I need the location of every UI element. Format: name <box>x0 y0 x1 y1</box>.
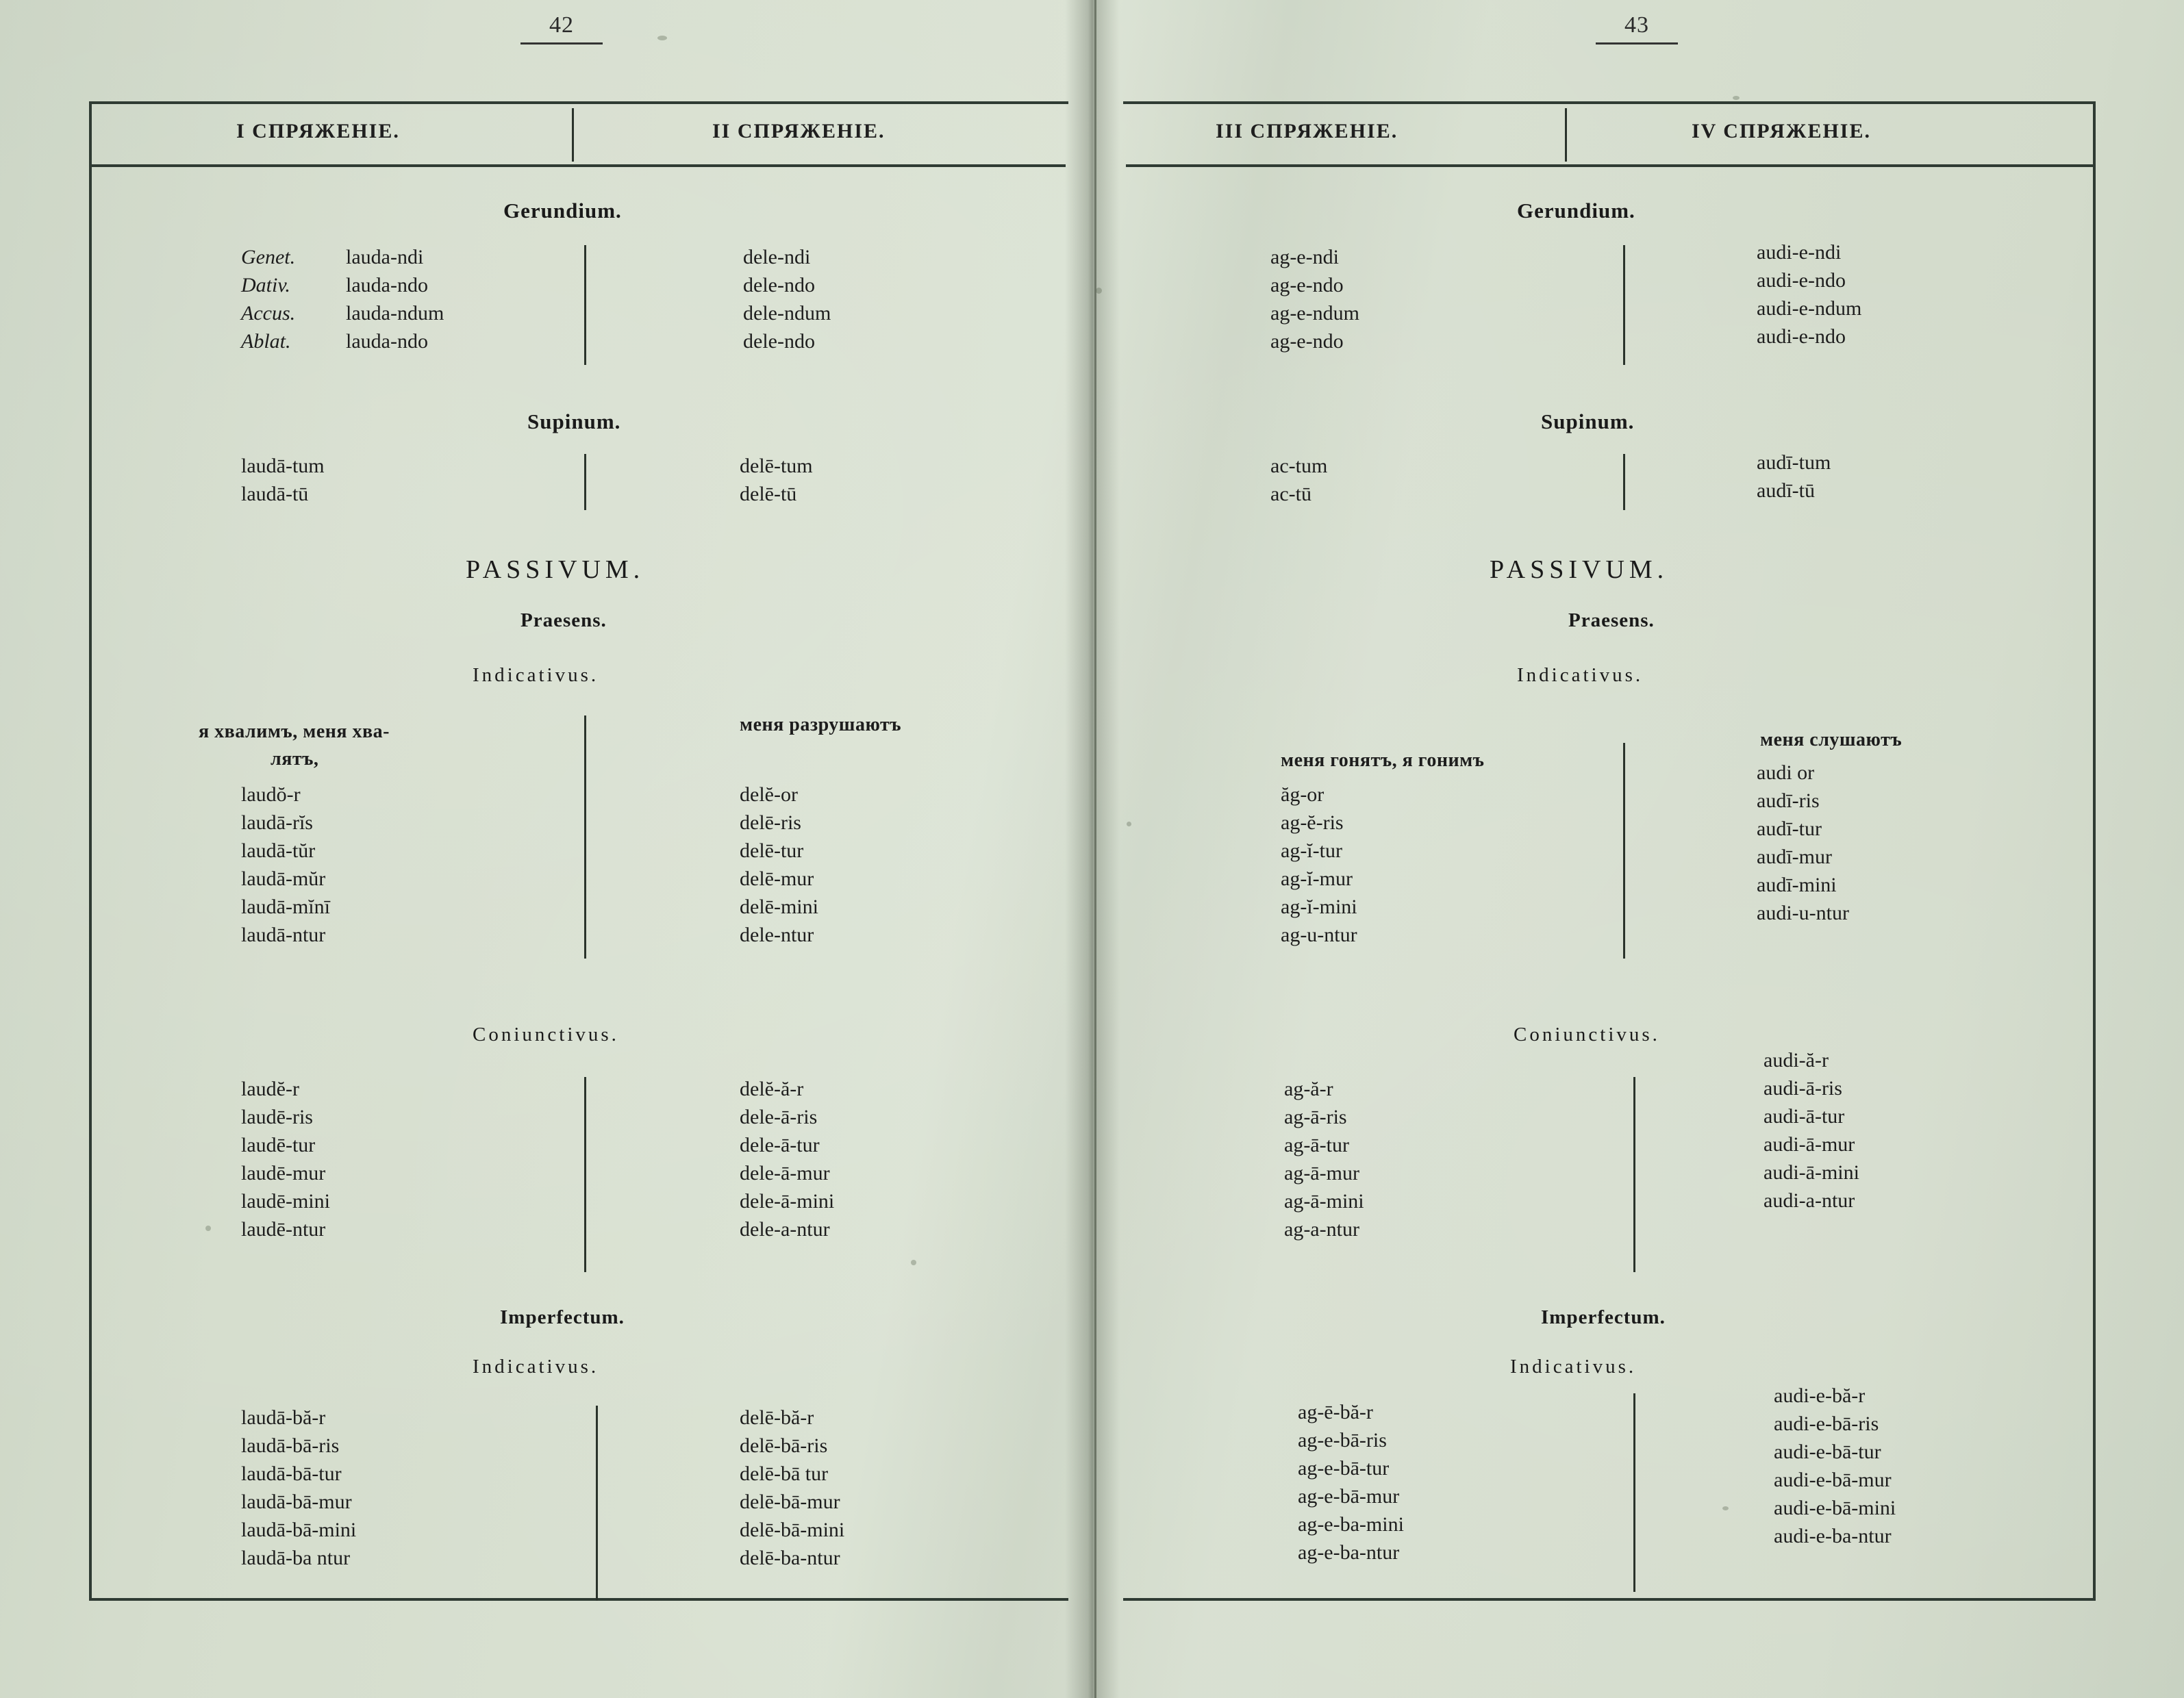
verb-form: delē-bă-r <box>740 1406 814 1429</box>
verb-form: delē-bā-mini <box>740 1519 845 1541</box>
verb-form: laudē-mur <box>241 1162 326 1184</box>
verb-form: delē-bā-ris <box>740 1434 828 1457</box>
verb-form: lauda-ndo <box>346 330 428 353</box>
praesens-coniunctivus-col2 <box>740 1075 834 1243</box>
title-indicativus-right-2: Indicativus. <box>1510 1356 1637 1378</box>
verb-form: laudā-ntur <box>241 924 326 946</box>
title-indicativus-right: Indicativus. <box>1517 664 1644 686</box>
paper-speck <box>1127 822 1131 826</box>
verb-form: ag-e-ba-ntur <box>1298 1541 1400 1564</box>
verb-form: audi-e-ndi <box>1757 241 1842 264</box>
verb-form: delĕ-or <box>740 783 798 806</box>
verb-form: ag-u-ntur <box>1281 924 1357 946</box>
title-imperfectum-right: Imperfectum. <box>1541 1306 1666 1328</box>
book-gutter-shadow <box>1065 0 1120 1698</box>
folio-right-number: 43 <box>1624 12 1649 38</box>
gloss-col1-cont: лятъ, <box>271 748 319 770</box>
verb-form: laudē-ntur <box>241 1218 326 1241</box>
verb-form: laudā-mĭnī <box>241 896 330 918</box>
verb-form: ag-ā-mur <box>1284 1162 1359 1184</box>
paper-speck <box>657 36 667 40</box>
title-supinum-right: Supinum. <box>1541 409 1635 433</box>
praesens-indicativus-col4 <box>1757 759 1849 927</box>
verb-form: laudā-bā-ris <box>241 1434 340 1457</box>
gerundium-forms-col3 <box>1270 243 1359 355</box>
verb-form: audī-mur <box>1757 846 1832 868</box>
verb-form: ag-ĕ-ris <box>1281 811 1344 834</box>
column-divider-supinum-left <box>584 454 586 510</box>
title-passivum-left: PASSIVUM. <box>466 555 645 584</box>
verb-form: dele-ā-mur <box>740 1162 830 1184</box>
verb-form: dele-ndi <box>743 246 811 268</box>
verb-form: laudŏ-r <box>241 783 301 806</box>
title-gerundium-left: Gerundium. <box>503 199 622 223</box>
column-divider-imperfectum-left <box>596 1406 598 1601</box>
verb-form: audi-ā-mini <box>1763 1161 1859 1184</box>
verb-form: ag-e-bā-mur <box>1298 1485 1400 1508</box>
verb-form: ag-ĭ-mini <box>1281 896 1357 918</box>
gloss-col4: меня слушаютъ <box>1760 729 1903 750</box>
title-praesens-right: Praesens. <box>1568 609 1655 631</box>
verb-form: delē-tur <box>740 839 804 862</box>
imperfectum-indicativus-col1 <box>241 1404 356 1572</box>
column-divider-coniunctivus-right <box>1633 1077 1635 1272</box>
verb-form: ac-tū <box>1270 483 1311 505</box>
supinum-forms-col1 <box>241 452 325 508</box>
gerundium-forms-col4 <box>1757 238 1861 351</box>
verb-form: ag-ē-bă-r <box>1298 1401 1373 1423</box>
verb-form: audi-e-bă-r <box>1774 1384 1866 1407</box>
verb-form: laudā-tū <box>241 483 309 505</box>
verb-form: audi-ā-mur <box>1763 1133 1855 1156</box>
verb-form: dele-ā-ris <box>740 1106 818 1128</box>
verb-form: audi-e-bā-tur <box>1774 1441 1881 1463</box>
column-header-conjugation-2: II СПРЯЖЕНІЕ. <box>712 120 886 142</box>
verb-form: laudā-ba ntur <box>241 1547 351 1569</box>
supinum-forms-col2 <box>740 452 813 508</box>
verb-form: ag-ĭ-mur <box>1281 867 1353 890</box>
praesens-indicativus-col2 <box>740 781 818 949</box>
header-divider-left <box>572 108 574 162</box>
title-coniunctivus-left: Coniunctivus. <box>473 1024 619 1046</box>
header-rule-right <box>1126 164 2093 167</box>
verb-form: ag-a-ntur <box>1284 1218 1359 1241</box>
verb-form: laudā-tŭr <box>241 839 316 862</box>
verb-form: dele-ndo <box>743 330 815 353</box>
folio-right-rule <box>1596 42 1678 45</box>
verb-form: audi-ā-tur <box>1763 1105 1845 1128</box>
verb-form: ag-ā-mini <box>1284 1190 1364 1213</box>
verb-form: audi-e-ba-ntur <box>1774 1525 1892 1547</box>
verb-form: audī-tū <box>1757 479 1815 502</box>
folio-left-number: 42 <box>549 12 574 38</box>
column-divider-gerundium-left <box>584 245 586 365</box>
gerundium-forms-col1 <box>346 243 444 355</box>
verb-form: dele-ntur <box>740 924 814 946</box>
column-header-conjugation-1: I СПРЯЖЕНІЕ. <box>236 120 400 142</box>
praesens-coniunctivus-col1 <box>241 1075 330 1243</box>
verb-form: laudā-tum <box>241 455 325 477</box>
verb-form: dele-a-ntur <box>740 1218 830 1241</box>
verb-form: laudā-bā-mini <box>241 1519 357 1541</box>
column-divider-praesens-ind-left <box>584 715 586 959</box>
gerundium-forms-col2 <box>743 243 831 355</box>
imperfectum-indicativus-col3 <box>1298 1398 1404 1567</box>
verb-form: ag-e-ndi <box>1270 246 1339 268</box>
verb-form: ag-ĭ-tur <box>1281 839 1342 862</box>
case-label: Genet. <box>241 246 296 268</box>
verb-form: dele-ā-tur <box>740 1134 820 1156</box>
verb-form: audi-u-ntur <box>1757 902 1849 924</box>
header-rule-left <box>92 164 1066 167</box>
verb-form: audī-tum <box>1757 451 1831 474</box>
verb-form: delē-ba-ntur <box>740 1547 840 1569</box>
column-divider-supinum-right <box>1623 454 1625 510</box>
title-imperfectum-left: Imperfectum. <box>500 1306 625 1328</box>
verb-form: lauda-ndo <box>346 274 428 296</box>
case-label: Ablat. <box>241 330 291 353</box>
verb-form: delē-mur <box>740 867 814 890</box>
paper-speck <box>911 1260 916 1265</box>
supinum-forms-col4 <box>1757 448 1831 505</box>
verb-form: laudā-bă-r <box>241 1406 326 1429</box>
verb-form: laudā-bā-mur <box>241 1491 352 1513</box>
title-praesens-left: Praesens. <box>520 609 607 631</box>
verb-form: laudē-tur <box>241 1134 316 1156</box>
verb-form: lauda-ndum <box>346 302 444 325</box>
title-gerundium-right: Gerundium. <box>1517 199 1635 223</box>
folio-left-rule <box>520 42 603 45</box>
column-header-conjugation-3: III СПРЯЖЕНІЕ. <box>1216 120 1398 142</box>
verb-form: ag-e-bā-tur <box>1298 1457 1390 1480</box>
verb-form: audi-e-bā-ris <box>1774 1412 1879 1435</box>
imperfectum-indicativus-col2 <box>740 1404 844 1572</box>
verb-form: audī-mini <box>1757 874 1837 896</box>
title-coniunctivus-right: Coniunctivus. <box>1514 1024 1660 1046</box>
verb-form: dele-ndum <box>743 302 831 325</box>
verb-form: laudĕ-r <box>241 1078 299 1100</box>
verb-form: lauda-ndi <box>346 246 424 268</box>
verb-form: audi-e-ndo <box>1757 325 1846 348</box>
verb-form: audi-ă-r <box>1763 1049 1829 1072</box>
gloss-col1: я хвалимъ, меня хва- <box>199 721 390 742</box>
folio-left <box>520 12 603 45</box>
title-supinum-left: Supinum. <box>527 409 621 433</box>
verb-form: ag-e-ndum <box>1270 302 1359 325</box>
case-label: Dativ. <box>241 274 290 296</box>
paper-speck <box>205 1226 211 1231</box>
verb-form: audī-ris <box>1757 789 1820 812</box>
praesens-indicativus-col1 <box>241 781 330 949</box>
verb-form: delĕ-ă-r <box>740 1078 804 1100</box>
verb-form: dele-ā-mini <box>740 1190 835 1213</box>
gloss-col2: меня разрушаютъ <box>740 714 902 735</box>
verb-form: laudē-ris <box>241 1106 313 1128</box>
paper-speck <box>1722 1506 1729 1510</box>
column-divider-praesens-ind-right <box>1623 743 1625 959</box>
column-divider-coniunctivus-left <box>584 1077 586 1272</box>
verb-form: ag-e-ndo <box>1270 274 1344 296</box>
case-label: Accus. <box>241 302 296 325</box>
verb-form: ag-e-bā-ris <box>1298 1429 1387 1452</box>
verb-form: ag-ă-r <box>1284 1078 1333 1100</box>
verb-form: ăg-or <box>1281 783 1325 806</box>
verb-form: delē-tū <box>740 483 797 505</box>
paper-speck <box>1733 96 1740 100</box>
verb-form: delē-bā-mur <box>740 1491 840 1513</box>
verb-form: laudā-mŭr <box>241 867 326 890</box>
title-indicativus-left: Indicativus. <box>473 664 599 686</box>
header-divider-right <box>1565 108 1567 162</box>
column-header-conjugation-4: IV СПРЯЖЕНІЕ. <box>1692 120 1871 142</box>
supinum-forms-col3 <box>1270 452 1327 508</box>
verb-form: ag-ā-ris <box>1284 1106 1347 1128</box>
verb-form: audi-e-ndum <box>1757 297 1862 320</box>
praesens-coniunctivus-col4 <box>1763 1046 1859 1215</box>
gerundium-case-labels-left <box>241 243 295 355</box>
verb-form: delē-mini <box>740 896 818 918</box>
verb-form: ag-e-ndo <box>1270 330 1344 353</box>
praesens-coniunctivus-col3 <box>1284 1075 1364 1243</box>
book-fold-line <box>1094 0 1096 1698</box>
title-passivum-right: PASSIVUM. <box>1490 555 1669 584</box>
column-divider-gerundium-right <box>1623 245 1625 365</box>
imperfectum-indicativus-col4 <box>1774 1382 1896 1550</box>
verb-form: audī-tur <box>1757 818 1822 840</box>
title-indicativus-left-2: Indicativus. <box>473 1356 599 1378</box>
verb-form: audi or <box>1757 761 1815 784</box>
verb-form: dele-ndo <box>743 274 815 296</box>
verb-form: audi-ā-ris <box>1763 1077 1842 1100</box>
gloss-col3: меня гонятъ, я гонимъ <box>1281 750 1485 771</box>
verb-form: laudā-bā-tur <box>241 1462 342 1485</box>
verb-form: audi-e-bā-mini <box>1774 1497 1896 1519</box>
verb-form: delē-ris <box>740 811 801 834</box>
verb-form: ag-e-ba-mini <box>1298 1513 1404 1536</box>
verb-form: audi-e-ndo <box>1757 269 1846 292</box>
verb-form: audi-a-ntur <box>1763 1189 1855 1212</box>
column-divider-imperfectum-right <box>1633 1393 1635 1592</box>
verb-form: laudē-mini <box>241 1190 330 1213</box>
verb-form: delē-bā tur <box>740 1462 829 1485</box>
verb-form: audi-e-bā-mur <box>1774 1469 1892 1491</box>
folio-right <box>1596 12 1678 45</box>
verb-form: delē-tum <box>740 455 813 477</box>
verb-form: ag-ā-tur <box>1284 1134 1349 1156</box>
verb-form: ac-tum <box>1270 455 1328 477</box>
paper-speck <box>1096 288 1102 294</box>
praesens-indicativus-col3 <box>1281 781 1357 949</box>
verb-form: laudā-rĭs <box>241 811 313 834</box>
